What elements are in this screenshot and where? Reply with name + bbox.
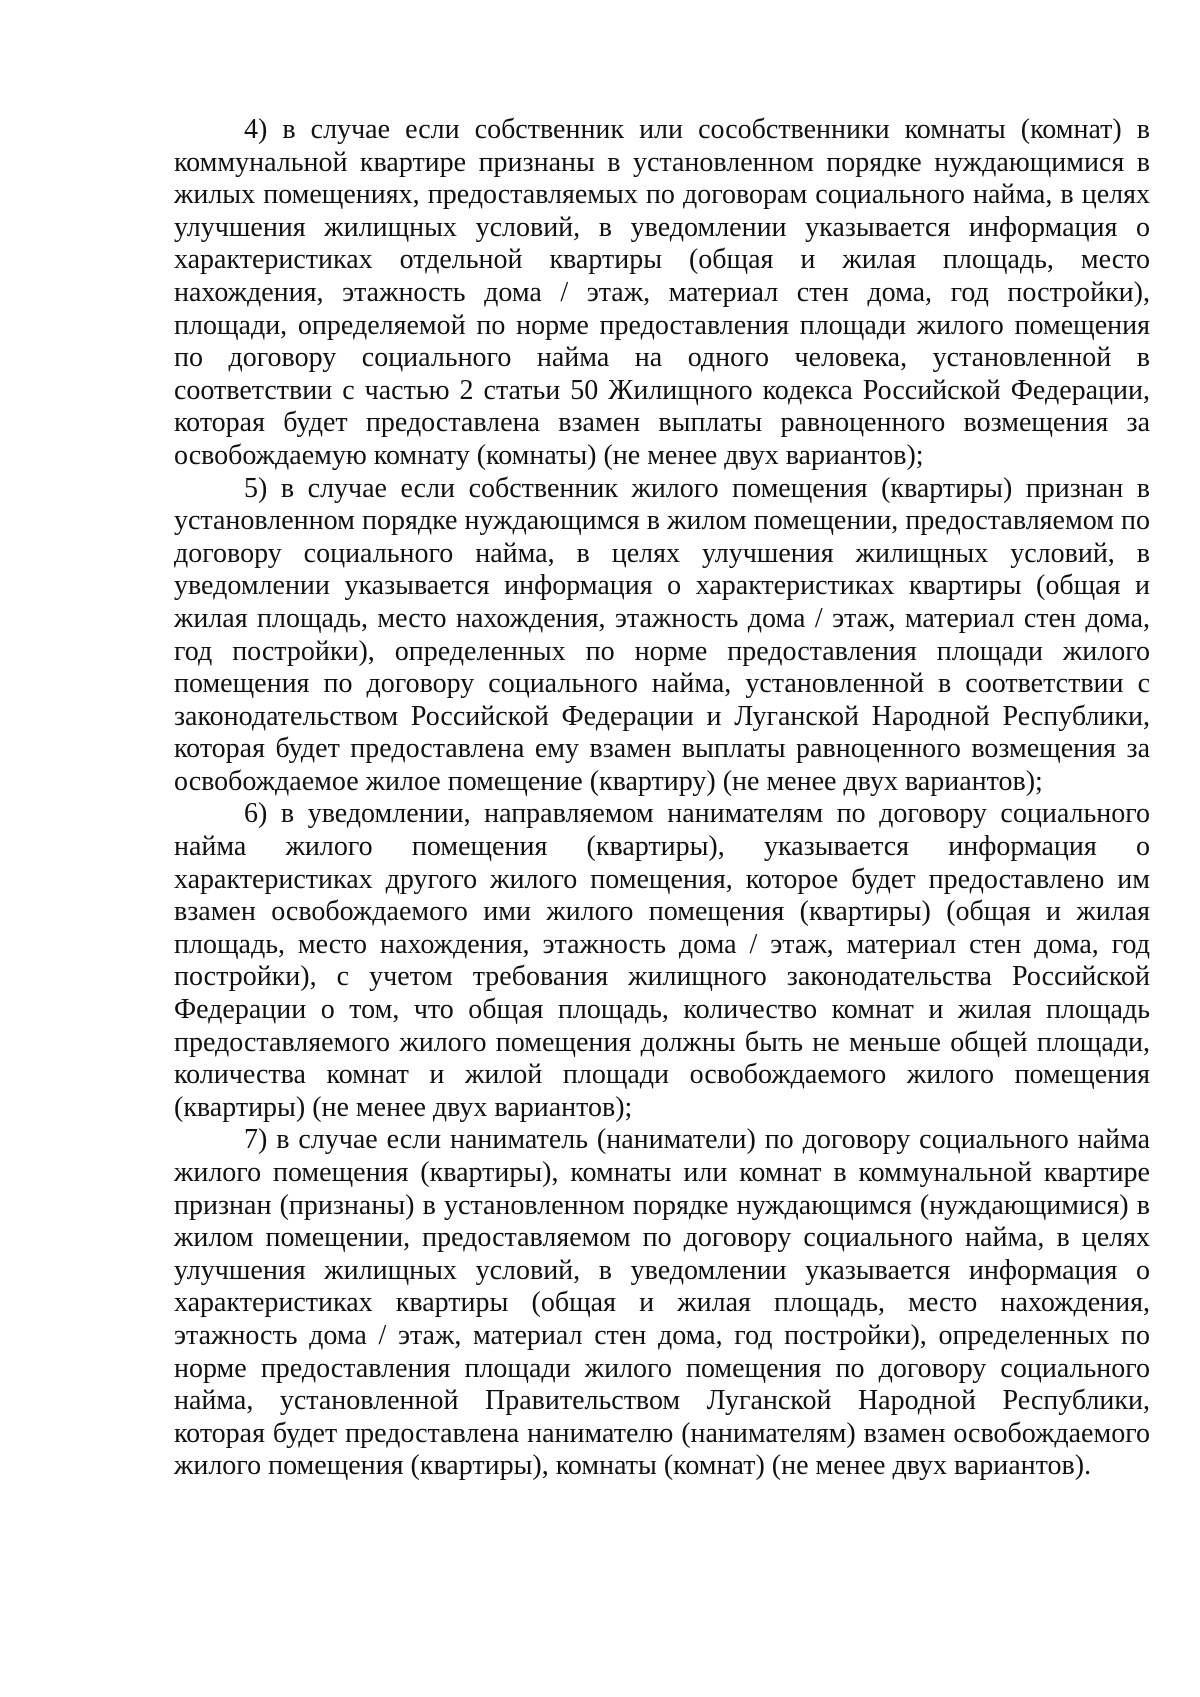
paragraph-text: в случае если наниматель (наниматели) по договору социального найма жилого помещения (квартиры), комнаты или комнат в коммунальной квартире признан (признаны) в установленном порядке нуждающимся (нуждающимися) в жилом помещении, предоставляемом по договору социального найма, в целях улучшения жилищных условий, в уведомлении указывается информация о характеристиках квартиры (общая и жилая площадь, место нахождения, этажность дома / этаж, материал стен дома, год постройки), определенных по норме предоставления площади жилого помещения по договору социального найма, установленной Правительством Луганской Народной Республики, которая будет предоставлена нанимателю (нанимателям) взамен освобождаемого жилого помещения (квартиры), комнаты (комнат) (не менее двух вариантов).: [174, 1124, 1150, 1482]
paragraph-item-4: [174, 114, 1150, 473]
paragraph-number: 6): [244, 798, 268, 830]
paragraph-item-7: [174, 1124, 1150, 1483]
paragraph-item-6: [174, 798, 1150, 1124]
paragraph-text: в случае если собственник жилого помещения (квартиры) признан в установленном порядке нуждающимся в жилом помещении, предоставляемом по договору социального найма, в целях улучшения жилищных условий, в уведомлении указывается информация о характеристиках квартиры (общая и жилая площадь, место нахождения, этажность дома / этаж, материал стен дома, год постройки), определенных по норме предоставления площади жилого помещения по договору социального найма, установленной в соответствии с законодательством Российской Федерации и Луганской Народной Республики, которая будет предоставлена ему взамен выплаты равноценного возмещения за освобождаемое жилое помещение (квартиру) (не менее двух вариантов);: [174, 472, 1151, 797]
document-page: [174, 114, 1150, 1483]
paragraph-number: 5): [244, 472, 268, 504]
paragraph-text: в уведомлении, направляемом нанимателям по договору социального найма жилого помещения (квартиры), указывается информация о характеристиках другого жилого помещения, которое будет предоставлено им взамен освобождаемого ими жилого помещения (квартиры) (общая и жилая площадь, место нахождения, этажность дома / этаж, материал стен дома, год постройки), с учетом требования жилищного законодательства Российской Федерации о том, что общая площадь, количество комнат и жилая площадь предоставляемого жилого помещения должны быть не меньше общей площади, количества комнат и жилой площади освобождаемого жилого помещения (квартиры) (не менее двух вариантов);: [174, 798, 1151, 1123]
paragraph-number: 7): [244, 1124, 268, 1156]
paragraph-item-5: [174, 473, 1150, 799]
paragraph-number: 4): [244, 114, 268, 145]
paragraph-text: в случае если собственник или сособственники комнаты (комнат) в коммунальной квартире признаны в установленном порядке нуждающимися в жилых помещениях, предоставляемых по договорам социального найма, в целях улучшения жилищных условий, в уведомлении указывается информация о характеристиках отдельной квартиры (общая и жилая площадь, место нахождения, этажность дома / этаж, материал стен дома, год постройки), площади, определяемой по норме предоставления площади жилого помещения по договору социального найма на одного человека, установленной в соответствии с частью 2 статьи 50 Жилищного кодекса Российской Федерации, которая будет предоставлена взамен выплаты равноценного возмещения за освобождаемую комнату (комнаты) (не менее двух вариантов);: [174, 114, 1151, 471]
